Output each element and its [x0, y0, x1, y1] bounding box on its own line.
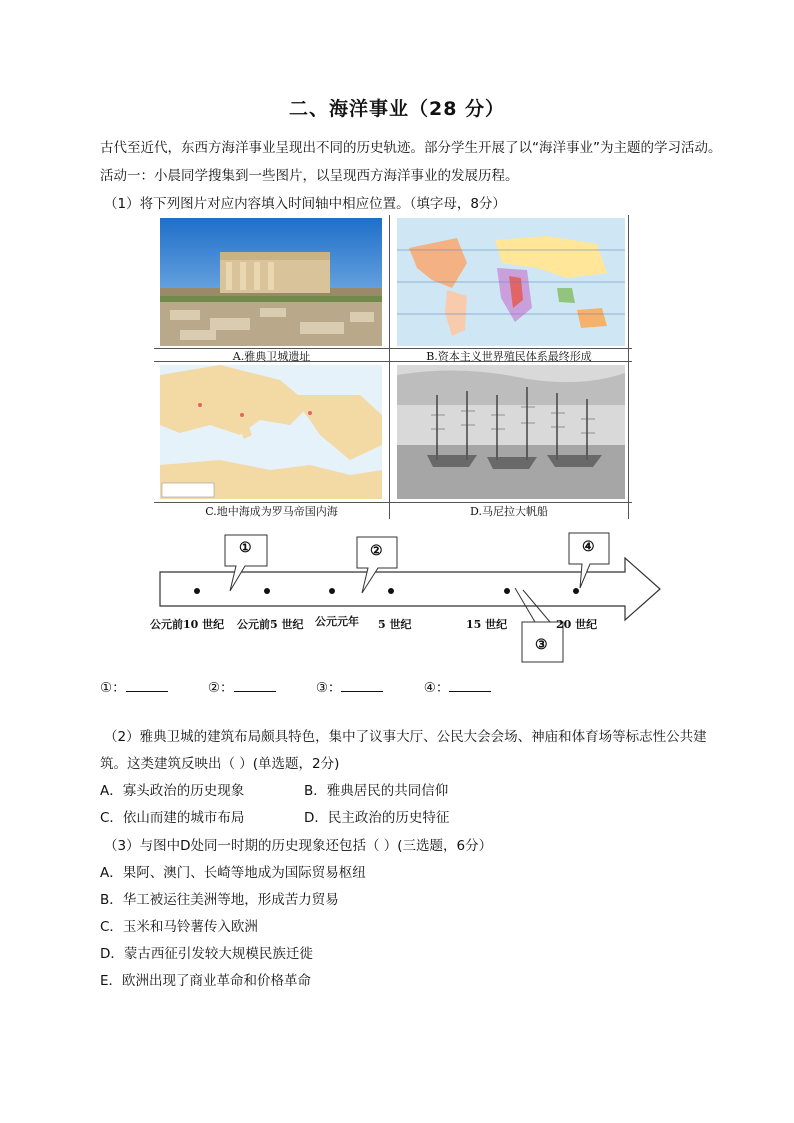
image-grid	[154, 215, 632, 519]
answer-blank-3[interactable]	[341, 678, 383, 692]
answer-blank-1[interactable]	[126, 678, 168, 692]
q3-prompt: （3）与图中D处同一时期的历史现象还包括（ ）(三选题，6分）	[104, 838, 493, 854]
q2-prompt-line2: 筑。这类建筑反映出（ ）(单选题，2分)	[100, 756, 340, 772]
q3-option-b[interactable]: B．华工被运往美洲等地，形成苦力贸易	[100, 892, 339, 908]
caption-b: B.资本主义世界殖民体系最终形成	[426, 350, 592, 363]
q1-prompt: （1）将下列图片对应内容填入时间轴中相应位置。（填字母，8分）	[104, 196, 506, 212]
tick-label: 5 世纪	[378, 618, 412, 631]
q3-option-e[interactable]: E．欧洲出现了商业革命和价格革命	[100, 973, 312, 989]
answer-blank-2[interactable]	[234, 678, 276, 692]
q2-option-a[interactable]: A．寡头政治的历史现象	[100, 783, 245, 799]
tick-label: 公元元年	[315, 615, 359, 628]
q3-option-c[interactable]: C．玉米和马铃薯传入欧洲	[100, 919, 258, 935]
answer-blanks	[100, 676, 527, 696]
blank-label-3: ③：	[315, 680, 342, 696]
image-b-world-map	[397, 218, 625, 346]
tick-label: 20 世纪	[556, 618, 598, 631]
image-a-acropolis	[160, 218, 382, 346]
section-title: 二、海洋事业（28 分）	[288, 98, 506, 120]
activity1-text: 活动一：小晨同学搜集到一些图片，以呈现西方海洋事业的发展历程。	[100, 168, 519, 184]
q2-option-d[interactable]: D．民主政治的历史特征	[304, 810, 450, 826]
q2-prompt-line1: （2）雅典卫城的建筑布局颇具特色，集中了议事大厅、公民大会会场、神庙和体育场等标志性公共建	[104, 729, 707, 745]
timeline	[150, 530, 670, 670]
grid-line	[628, 215, 629, 519]
caption-a: A.雅典卫城遗址	[232, 350, 311, 363]
tick-label: 公元前5 世纪	[237, 618, 304, 631]
callout-1: ①	[239, 540, 252, 556]
tick-label: 15 世纪	[466, 618, 508, 631]
callout-2: ②	[370, 543, 383, 559]
caption-c: C.地中海成为罗马帝国内海	[205, 505, 338, 518]
q2-option-b[interactable]: B．雅典居民的共同信仰	[304, 783, 449, 799]
blank-label-1: ①：	[100, 680, 126, 696]
q3-option-d[interactable]: D．蒙古西征引发较大规模民族迁徙	[100, 946, 313, 962]
callout-3: ③	[535, 637, 548, 653]
intro-text: 古代至近代，东西方海洋事业呈现出不同的历史轨迹。部分学生开展了以“海洋事业”为主题的学习活动。	[100, 140, 722, 156]
blank-label-4: ④：	[423, 680, 450, 696]
blank-label-2: ②：	[207, 680, 234, 696]
image-d-manila-galleon	[397, 365, 625, 499]
q2-option-c[interactable]: C．依山而建的城市布局	[100, 810, 245, 826]
answer-blank-4[interactable]	[449, 678, 491, 692]
q3-option-a[interactable]: A．果阿、澳门、长崎等地成为国际贸易枢纽	[100, 865, 366, 881]
caption-d: D.马尼拉大帆船	[470, 505, 548, 518]
grid-line	[389, 215, 390, 519]
image-c-roman-map	[160, 365, 382, 499]
callout-4: ④	[582, 539, 595, 555]
tick-label: 公元前10 世纪	[150, 618, 225, 631]
